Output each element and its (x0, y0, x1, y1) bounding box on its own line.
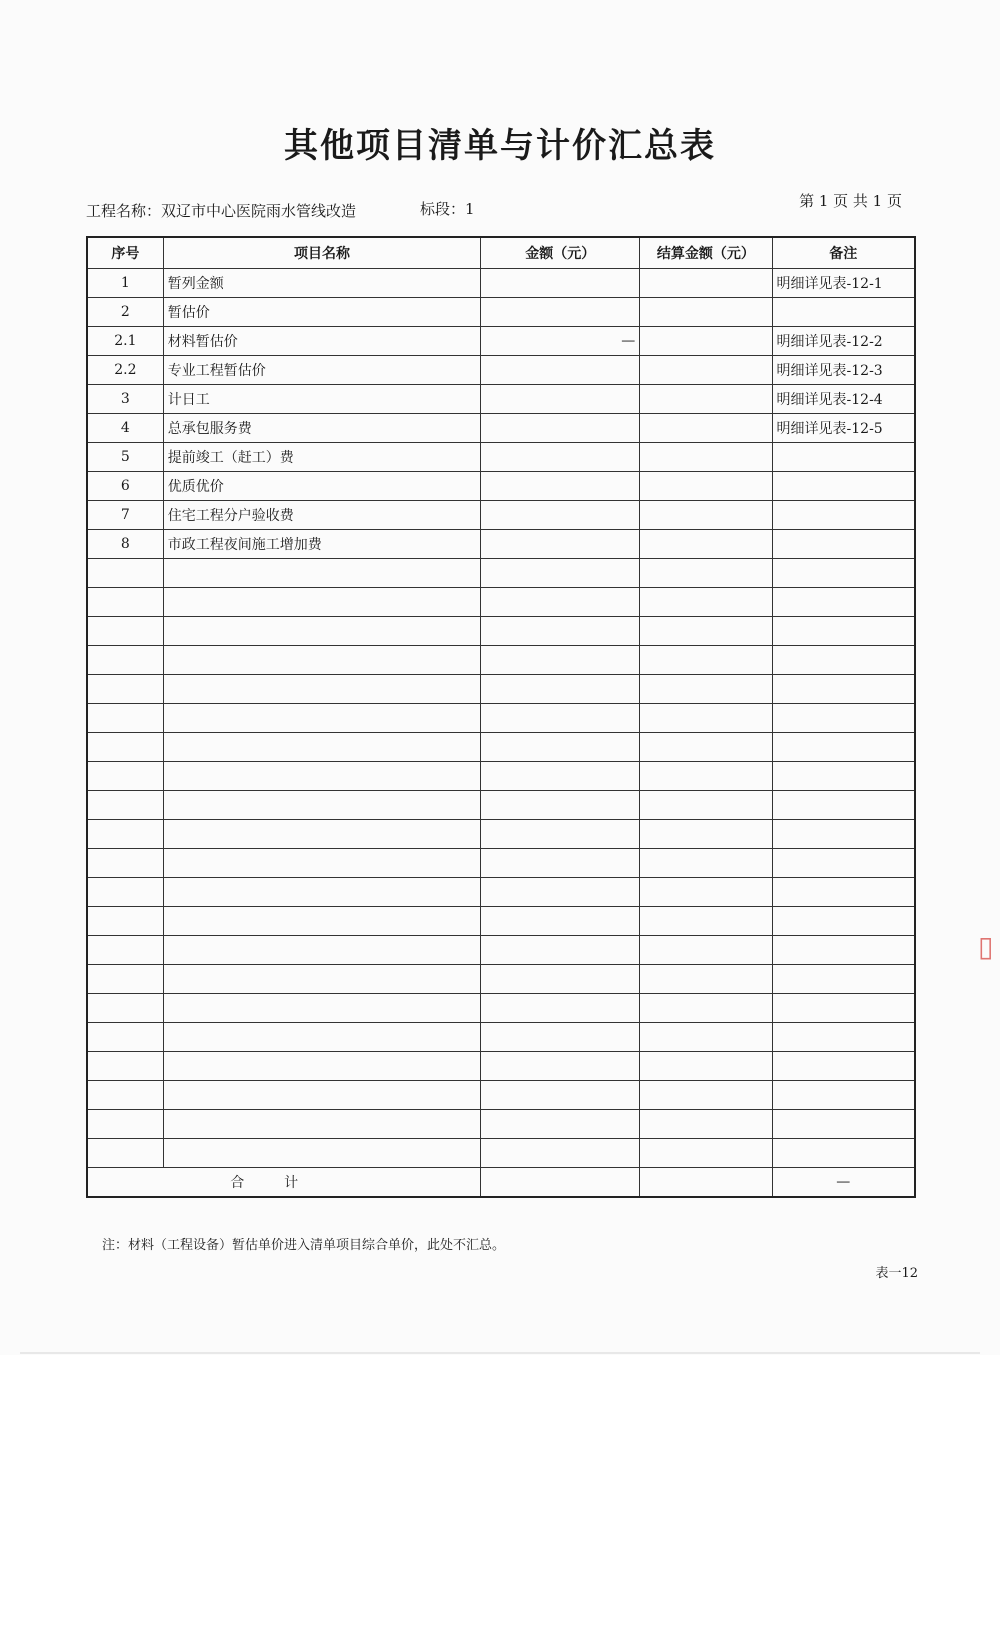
blank-cell (163, 849, 481, 878)
blank-cell (640, 849, 772, 878)
blank-cell (481, 733, 640, 762)
blank-cell (481, 762, 640, 791)
blank-cell (481, 1081, 640, 1110)
blank-cell (87, 588, 163, 617)
row-no: 2 (87, 298, 163, 327)
footnote: 注：材料（工程设备）暂估单价进入清单项目综合单价，此处不汇总。 (102, 1238, 506, 1253)
blank-cell (163, 762, 481, 791)
table-row (87, 530, 915, 559)
blank-row (87, 675, 915, 704)
blank-cell (640, 704, 772, 733)
table-row (87, 472, 915, 501)
blank-cell (640, 733, 772, 762)
blank-cell (163, 588, 481, 617)
blank-row (87, 733, 915, 762)
blank-row (87, 849, 915, 878)
project-name: 工程名称：双辽市中心医院雨水管线改造 (86, 202, 357, 220)
blank-cell (640, 936, 772, 965)
row-no: 4 (87, 414, 163, 443)
blank-row (87, 762, 915, 791)
row-note: 明细详见表-12-2 (772, 327, 915, 356)
row-name: 总承包服务费 (163, 414, 481, 443)
table-row (87, 269, 915, 298)
row-note (772, 298, 915, 327)
blank-cell (772, 733, 915, 762)
blank-cell (772, 820, 915, 849)
blank-cell (640, 617, 772, 646)
blank-cell (87, 1052, 163, 1081)
blank-cell (640, 1139, 772, 1168)
scan-edge (20, 1352, 980, 1354)
blank-row (87, 878, 915, 907)
row-name: 优质优价 (163, 472, 481, 501)
row-settle-amount (640, 414, 772, 443)
blank-cell (163, 1052, 481, 1081)
blank-cell (772, 1139, 915, 1168)
blank-cell (87, 646, 163, 675)
blank-cell (481, 1139, 640, 1168)
blank-cell (772, 704, 915, 733)
row-settle-amount (640, 269, 772, 298)
blank-cell (772, 588, 915, 617)
blank-cell (87, 1081, 163, 1110)
blank-cell (481, 704, 640, 733)
blank-cell (87, 878, 163, 907)
blank-cell (772, 936, 915, 965)
blank-cell (772, 849, 915, 878)
row-note: 明细详见表-12-3 (772, 356, 915, 385)
row-settle-amount (640, 385, 772, 414)
blank-cell (481, 849, 640, 878)
blank-cell (481, 965, 640, 994)
blank-cell (481, 1023, 640, 1052)
blank-row (87, 1081, 915, 1110)
blank-cell (772, 907, 915, 936)
blank-cell (163, 1110, 481, 1139)
row-amount (481, 530, 640, 559)
blank-cell (640, 1052, 772, 1081)
row-no: 1 (87, 269, 163, 298)
blank-cell (163, 907, 481, 936)
blank-cell (481, 936, 640, 965)
blank-cell (163, 675, 481, 704)
blank-row (87, 1139, 915, 1168)
row-name: 材料暂估价 (163, 327, 481, 356)
blank-cell (163, 617, 481, 646)
row-amount (481, 414, 640, 443)
blank-cell (87, 965, 163, 994)
blank-row (87, 646, 915, 675)
blank-cell (163, 820, 481, 849)
blank-cell (163, 1023, 481, 1052)
header-note: 备注 (772, 237, 915, 269)
blank-cell (481, 791, 640, 820)
row-amount (481, 443, 640, 472)
table-row (87, 356, 915, 385)
blank-cell (772, 965, 915, 994)
total-label: 合计 (87, 1168, 481, 1198)
row-settle-amount (640, 501, 772, 530)
red-stamp-fragment: ▯ (978, 930, 994, 963)
blank-cell (87, 675, 163, 704)
row-name: 计日工 (163, 385, 481, 414)
blank-row (87, 1023, 915, 1052)
table-row (87, 443, 915, 472)
blank-cell (481, 907, 640, 936)
blank-cell (87, 791, 163, 820)
blank-cell (772, 617, 915, 646)
table-row (87, 501, 915, 530)
blank-cell (772, 675, 915, 704)
blank-cell (772, 1110, 915, 1139)
blank-cell (87, 733, 163, 762)
blank-cell (772, 791, 915, 820)
row-name: 住宅工程分户验收费 (163, 501, 481, 530)
row-note (772, 472, 915, 501)
blank-cell (640, 907, 772, 936)
blank-cell (640, 762, 772, 791)
blank-cell (481, 1052, 640, 1081)
blank-cell (163, 1081, 481, 1110)
row-settle-amount (640, 472, 772, 501)
blank-cell (87, 936, 163, 965)
blank-row (87, 1110, 915, 1139)
blank-cell (772, 1052, 915, 1081)
blank-row (87, 820, 915, 849)
row-no: 3 (87, 385, 163, 414)
row-name: 暂列金额 (163, 269, 481, 298)
blank-row (87, 588, 915, 617)
row-amount: — (481, 327, 640, 356)
header-no: 序号 (87, 237, 163, 269)
blank-cell (481, 646, 640, 675)
blank-cell (163, 994, 481, 1023)
row-note: 明细详见表-12-1 (772, 269, 915, 298)
row-settle-amount (640, 356, 772, 385)
row-settle-amount (640, 443, 772, 472)
blank-cell (87, 994, 163, 1023)
row-note: 明细详见表-12-5 (772, 414, 915, 443)
section-label: 标段：1 (420, 200, 475, 218)
row-note (772, 530, 915, 559)
blank-row (87, 965, 915, 994)
row-amount (481, 385, 640, 414)
blank-cell (87, 559, 163, 588)
blank-cell (163, 646, 481, 675)
blank-cell (772, 1081, 915, 1110)
row-amount (481, 501, 640, 530)
total-row (87, 1168, 915, 1198)
row-amount (481, 269, 640, 298)
blank-cell (481, 617, 640, 646)
blank-cell (772, 1023, 915, 1052)
blank-cell (640, 994, 772, 1023)
blank-cell (481, 1110, 640, 1139)
blank-cell (87, 762, 163, 791)
blank-cell (772, 762, 915, 791)
blank-cell (163, 559, 481, 588)
row-no: 8 (87, 530, 163, 559)
blank-cell (163, 704, 481, 733)
row-settle-amount (640, 530, 772, 559)
row-no: 5 (87, 443, 163, 472)
row-note (772, 443, 915, 472)
page-title: 其他项目清单与计价汇总表 (284, 126, 716, 166)
blank-cell (481, 588, 640, 617)
blank-cell (163, 965, 481, 994)
blank-cell (640, 1110, 772, 1139)
table-id: 表一12 (875, 1266, 918, 1281)
blank-row (87, 559, 915, 588)
blank-cell (481, 675, 640, 704)
table-row (87, 414, 915, 443)
blank-cell (87, 849, 163, 878)
blank-cell (640, 791, 772, 820)
row-no: 2.2 (87, 356, 163, 385)
header-amount: 金额（元） (481, 237, 640, 269)
row-settle-amount (640, 298, 772, 327)
table-row (87, 385, 915, 414)
blank-row (87, 1052, 915, 1081)
blank-cell (87, 907, 163, 936)
blank-cell (640, 559, 772, 588)
row-amount (481, 356, 640, 385)
blank-cell (772, 878, 915, 907)
blank-cell (163, 878, 481, 907)
row-name: 专业工程暂估价 (163, 356, 481, 385)
row-no: 6 (87, 472, 163, 501)
blank-cell (163, 936, 481, 965)
table-header-row (87, 237, 915, 269)
page-number: 第 1 页 共 1 页 (799, 192, 902, 210)
blank-row (87, 617, 915, 646)
blank-cell (640, 965, 772, 994)
blank-row (87, 936, 915, 965)
table-row (87, 327, 915, 356)
row-settle-amount (640, 327, 772, 356)
header-settle-amount: 结算金额（元） (640, 237, 772, 269)
blank-cell (772, 559, 915, 588)
blank-cell (87, 617, 163, 646)
blank-cell (772, 994, 915, 1023)
blank-cell (87, 1023, 163, 1052)
blank-cell (640, 1023, 772, 1052)
blank-cell (87, 1139, 163, 1168)
blank-cell (640, 588, 772, 617)
blank-cell (481, 820, 640, 849)
blank-cell (87, 704, 163, 733)
row-amount (481, 472, 640, 501)
blank-cell (481, 878, 640, 907)
blank-row (87, 791, 915, 820)
blank-cell (640, 646, 772, 675)
blank-cell (772, 646, 915, 675)
blank-cell (163, 791, 481, 820)
row-no: 7 (87, 501, 163, 530)
total-note: — (772, 1168, 915, 1198)
blank-cell (163, 1139, 481, 1168)
blank-cell (640, 878, 772, 907)
blank-row (87, 704, 915, 733)
row-amount (481, 298, 640, 327)
blank-cell (87, 1110, 163, 1139)
blank-cell (87, 820, 163, 849)
row-name: 提前竣工（赶工）费 (163, 443, 481, 472)
total-amount (481, 1168, 640, 1198)
row-note: 明细详见表-12-4 (772, 385, 915, 414)
blank-row (87, 994, 915, 1023)
row-note (772, 501, 915, 530)
row-no: 2.1 (87, 327, 163, 356)
blank-cell (481, 994, 640, 1023)
table-row (87, 298, 915, 327)
blank-cell (481, 559, 640, 588)
header-name: 项目名称 (163, 237, 481, 269)
summary-table (86, 236, 916, 1198)
blank-cell (640, 1081, 772, 1110)
blank-cell (640, 675, 772, 704)
blank-row (87, 907, 915, 936)
row-name: 市政工程夜间施工增加费 (163, 530, 481, 559)
blank-cell (640, 820, 772, 849)
row-name: 暂估价 (163, 298, 481, 327)
blank-cell (163, 733, 481, 762)
total-settle-amount (640, 1168, 772, 1198)
